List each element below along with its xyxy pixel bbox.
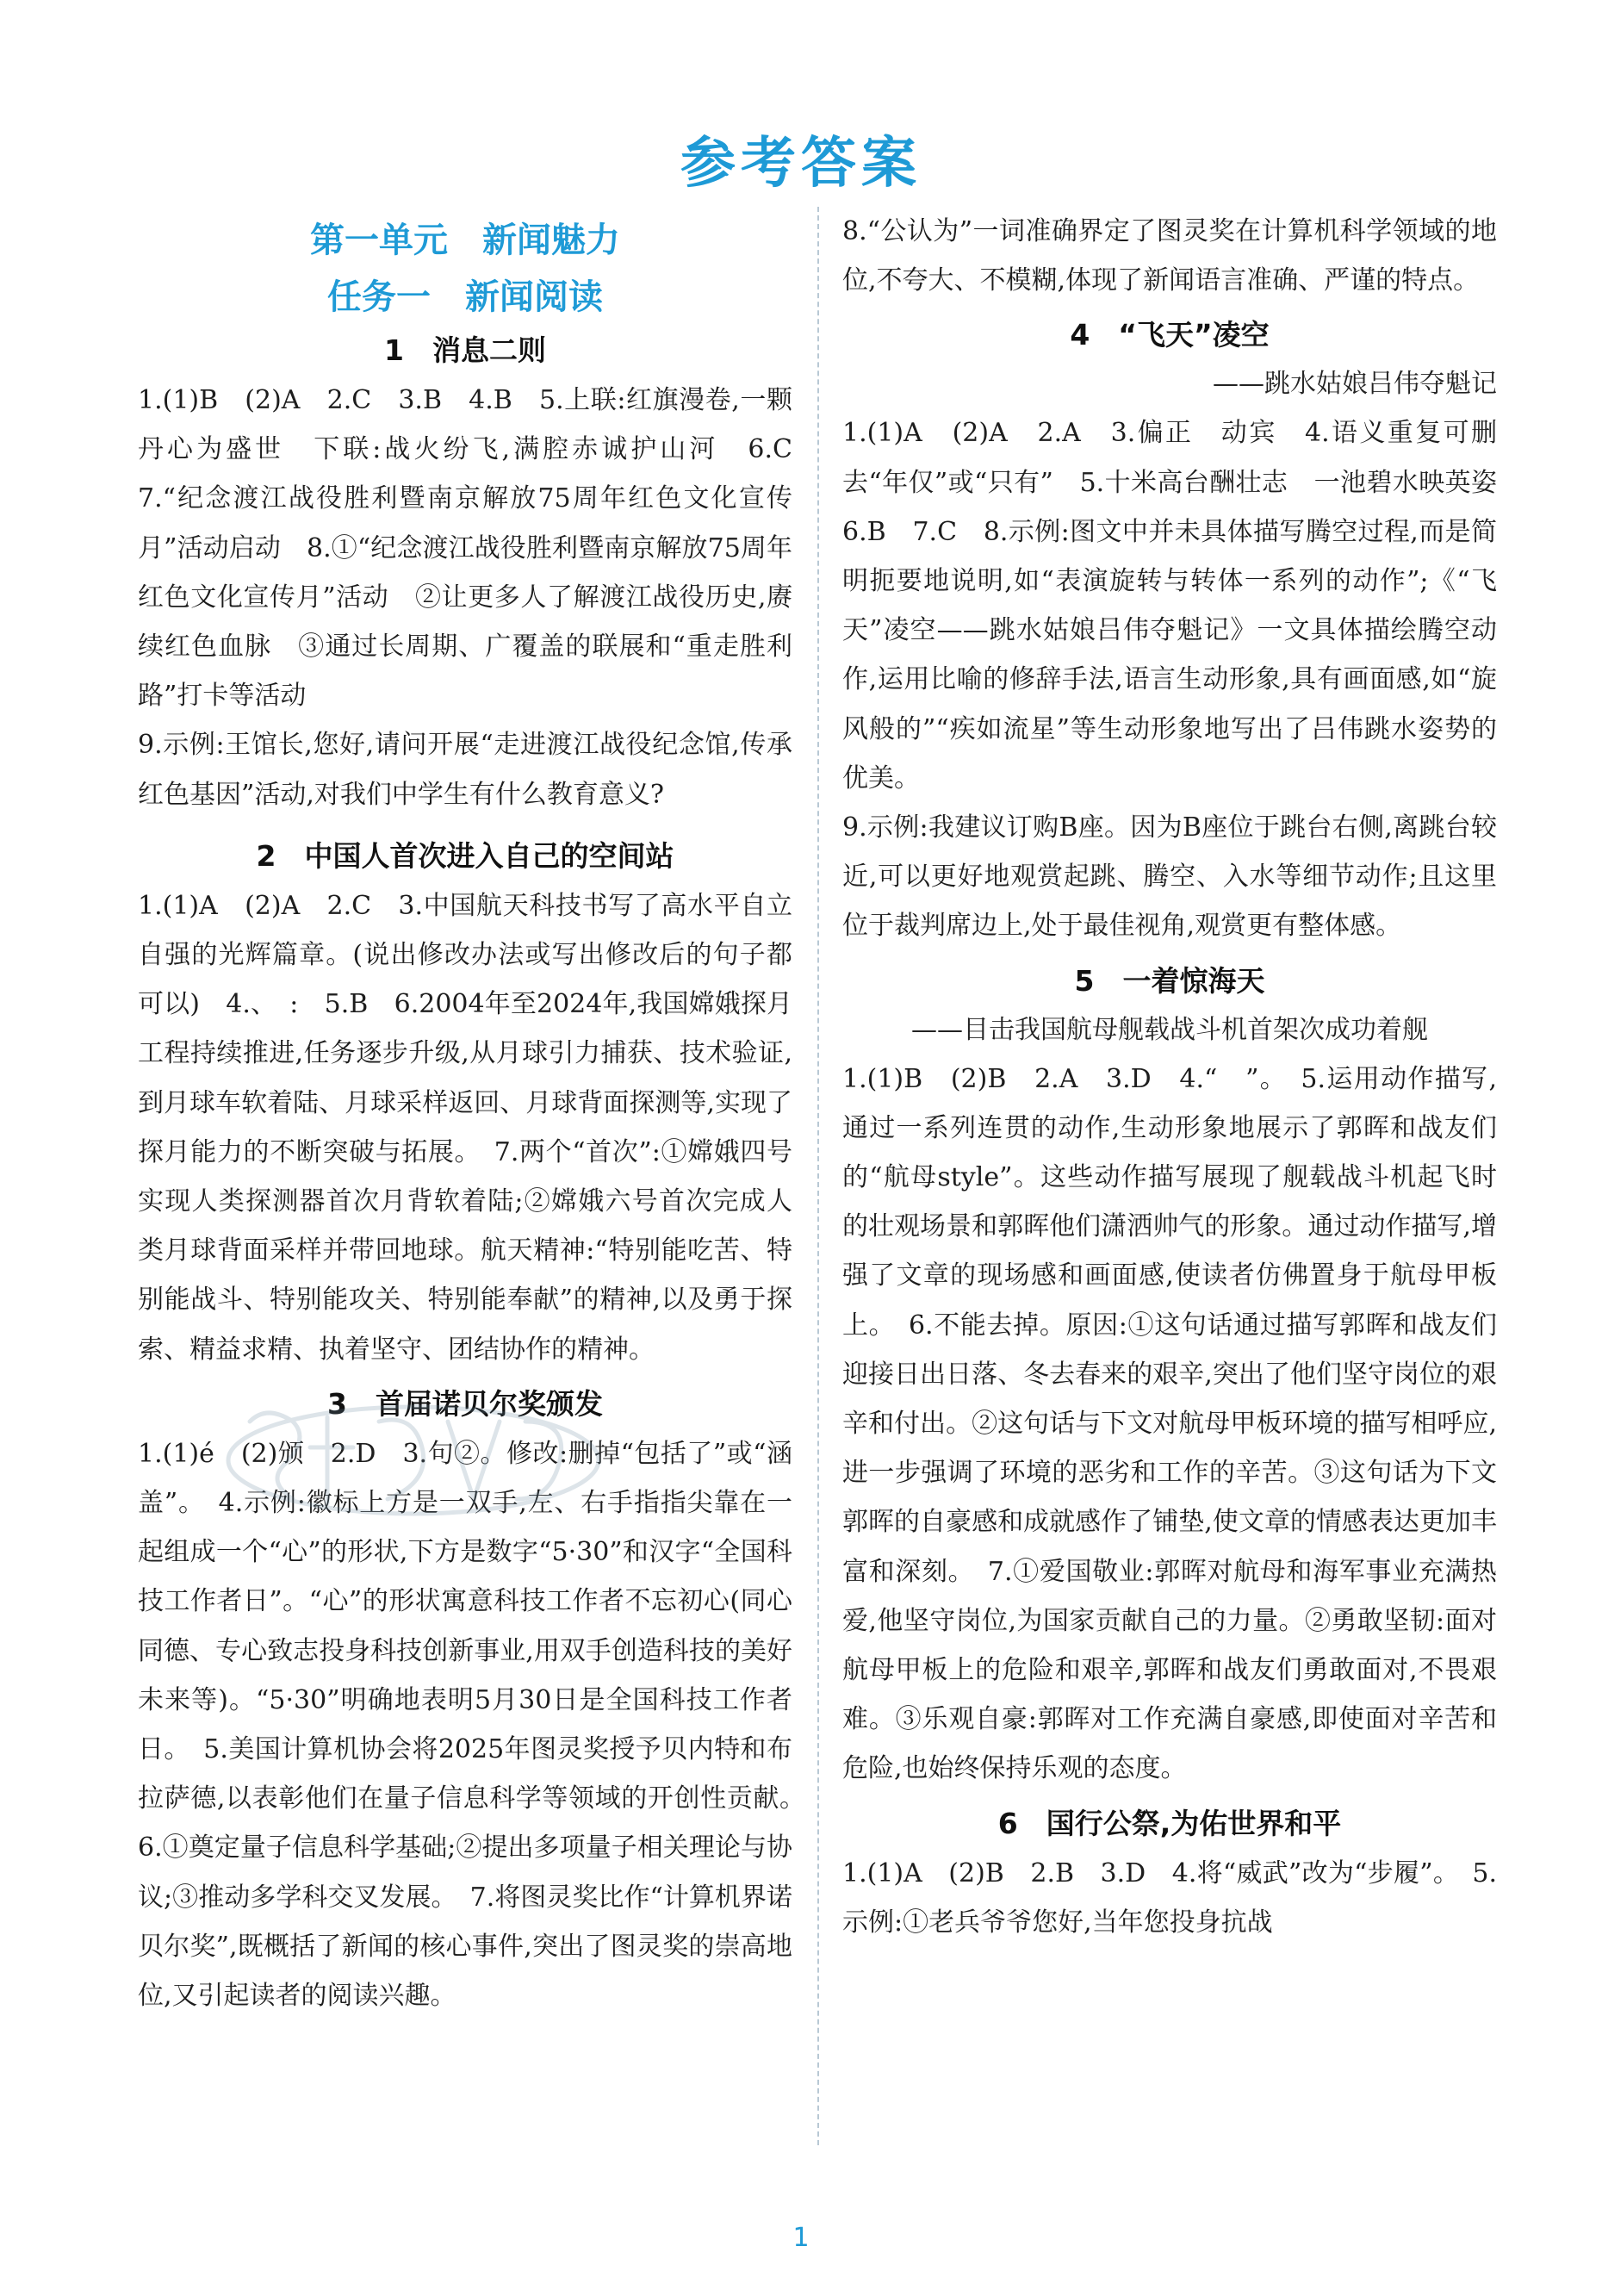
lesson-6-heading: 6 国行公祭,为佑世界和平: [997, 1806, 1342, 1840]
lesson-3-answers: 1.(1)é (2)颁 2.D 3.句②。修改:删掉“包括了”或“涵盖”。 4.示例:徽标上方是一双手,左、右手指指尖靠在一起组成一个“心”的形状,下方是数字“5·30”和汉字“全国科技工作者日”。“心”的形状寓意科技工作者不忘初心(同心同德、专心致志投身科技创新事业,用双手创造科技的美好未来等)。“5·30”明确地表明5月30日是全国科技工作者日。 5.美国计算机协会将2025年图灵奖授予贝内特和布拉萨德,以表彰他们在量子信息科学等领域的开创性贡献。 6.①奠定量子信息科学基础;②提出多项量子相关理论与协议;③推动多学科交叉发展。 7.将图灵奖比作“计算机界诺贝尔奖”,既概括了新闻的核心事件,突出了图灵奖的崇高地位,又引起读者的阅读兴趣。: [138, 1438, 818, 2012]
lesson-1-answers: 1.(1)B (2)A 2.C 3.B 4.B 5.上联:红旗漫卷,一颗丹心为盛世 下联:战火纷飞,满腔赤诚护山河 6.C 7.“纪念渡江战役胜利暨南京解放75周年红色文化宣传月”活动启动 8.①“纪念渡江战役胜利暨南京解放75周年红色文化宣传月”活动 ②让更多人了解渡江战役历史,赓续红色血脉 ③通过长周期、广覆盖的联展和“重走胜利路”打卡等活动: [138, 385, 818, 712]
lesson-5-heading: 5 一着惊海天: [1074, 963, 1265, 998]
page-title: 参考答案: [680, 132, 922, 196]
lesson-4-subheading: ——跳水姑娘吕伟夺魁记: [1213, 369, 1497, 400]
lesson-6-answers: 1.(1)A (2)B 2.B 3.D 4.将“威武”改为“步履”。 5.示例:①老兵爷爷您好,当年您投身抗战: [842, 1857, 1497, 1938]
lesson-3-answer-8: 8.“公认为”一词准确界定了图灵奖在计算机科学领域的地位,不夸大、不模糊,体现了新闻语言准确、严谨的特点。: [842, 216, 1497, 296]
lesson-4-answers: 1.(1)A (2)A 2.A 3.偏正 动宾 4.语义重复可删去“年仅”或“只有” 5.十米高台酬壮志 一池碧水映英姿 6.B 7.C 8.示例:图文中并未具体描写腾空过程,而是简明扼要地说明,如“表演旋转与转体一系列的动作”;《“飞天”凌空——跳水姑娘吕伟夺魁记》一文具体描绘腾空动作,运用比喻的修辞手法,语言生动形象,具有画面感,如“旋风般的”“疾如流星”等生动形象地写出了吕伟跳水姿势的优美。: [842, 418, 1523, 793]
task-heading: 任务一 新闻阅读: [327, 277, 603, 317]
lesson-4-heading: 4 “飞天”凌空: [1070, 318, 1270, 352]
column-divider: [817, 207, 819, 2145]
right-column: [842, 207, 1523, 1947]
unit-heading: 第一单元 新闻魅力: [310, 221, 620, 260]
lesson-3-heading: 3 首届诺贝尔奖颁发: [327, 1386, 603, 1421]
page-number: 1: [792, 2223, 810, 2253]
lesson-2-heading: 2 中国人首次进入自己的空间站: [256, 838, 674, 873]
lesson-5-subheading: ——目击我国航母舰载战斗机首架次成功着舰: [911, 1014, 1428, 1045]
left-column: [138, 207, 818, 2020]
lesson-2-answers: 1.(1)A (2)A 2.C 3.中国航天科技书写了高水平自立自强的光辉篇章。(说出修改办法或写出修改后的句子都可以) 4.、 : 5.B 6.2004年至2024年,我国嫦娥探月工程持续推进,任务逐步升级,从月球引力捕获、技术验证,到月球车软着陆、月球采样返回、月球背面探测等,实现了探月能力的不断突破与拓展。 7.两个“首次”:①嫦娥四号实现人类探测器首次月背软着陆;②嫦娥六号首次完成人类月球背面采样并带回地球。航天精神:“特别能吃苦、特别能战斗、特别能攻关、特别能奉献”的精神,以及勇于探索、精益求精、执着坚守、团结协作的精神。: [138, 890, 792, 1365]
lesson-1-answer-9: 9.示例:王馆长,您好,请问开展“走进渡江战役纪念馆,传承红色基因”活动,对我们中学生有什么教育意义?: [138, 730, 792, 810]
lesson-4-answer-9: 9.示例:我建议订购B座。因为B座位于跳台右侧,离跳台较近,可以更好地观赏起跳、腾空、入水等细节动作;且这里位于裁判席边上,处于最佳视角,观赏更有整体感。: [842, 812, 1497, 942]
lesson-1-heading: 1 消息二则: [384, 333, 546, 367]
lesson-5-answers: 1.(1)B (2)B 2.A 3.D 4.“ ”。 5.运用动作描写,通过一系列连贯的动作,生动形象地展示了郭晖和战友们的“航母style”。这些动作描写展现了舰载战斗机起飞时的壮观场景和郭晖他们潇洒帅气的形象。通过动作描写,增强了文章的现场感和画面感,使读者仿佛置身于航母甲板上。 6.不能去掉。原因:①这句话通过描写郭晖和战友们迎接日出日落、冬去春来的艰辛,突出了他们坚守岗位的艰辛和付出。②这句话与下文对航母甲板环境的描写相呼应,进一步强调了环境的恶劣和工作的辛苦。③这句话为下文郭晖的自豪感和成就感作了铺垫,使文章的情感表达更加丰富和深刻。 7.①爱国敬业:郭晖对航母和海军事业充满热爱,他坚守岗位,为国家贡献自己的力量。②勇敢坚韧:面对航母甲板上的危险和艰辛,郭晖和战友们勇敢面对,不畏艰难。③乐观自豪:郭晖对工作充满自豪感,即使面对辛苦和危险,也始终保持乐观的态度。: [842, 1063, 1497, 1784]
